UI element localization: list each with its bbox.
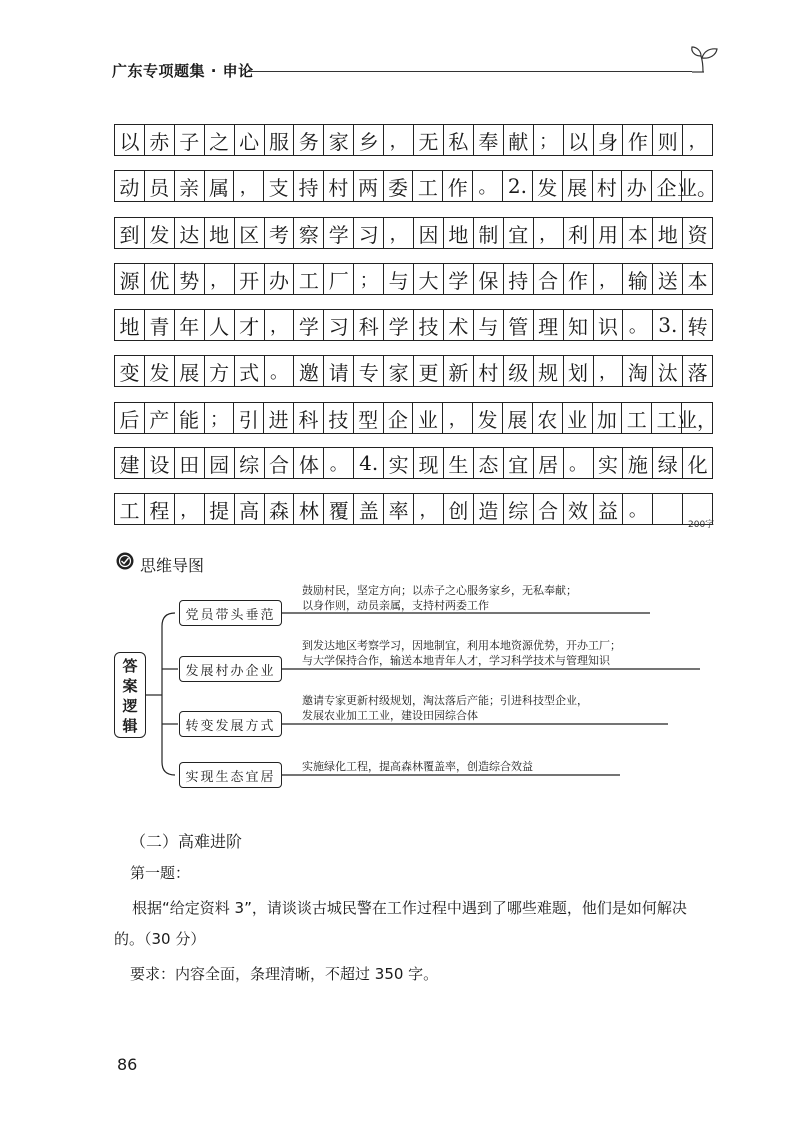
grid-cell: 业 (562, 402, 593, 434)
grid-cell: 型 (353, 402, 384, 434)
grid-cell: 察 (293, 217, 324, 249)
grid-cell: 以 (563, 124, 594, 156)
grid-cell: 作 (622, 124, 653, 156)
grid-cell: 建 (114, 447, 145, 479)
grid-cell: 村 (592, 170, 623, 202)
mindmap-branch-village-enterprise: 发展村办企业 (179, 656, 282, 682)
grid-cell: 落 (682, 355, 713, 387)
grid-cell: ， (233, 170, 264, 202)
question-label: 第一题： (130, 864, 191, 882)
grid-cell: 青 (144, 309, 175, 341)
grid-cell: 展 (502, 402, 533, 434)
grid-cell: 汰 (652, 355, 683, 387)
grid-cell: 。 (563, 447, 594, 479)
grid-cell: 地 (652, 217, 683, 249)
grid-cell: ， (682, 124, 713, 156)
grid-cell: 业 (412, 402, 443, 434)
grid-cell: 区 (234, 217, 265, 249)
root-char: 逻 (122, 697, 138, 715)
grid-cell: 达 (174, 217, 205, 249)
grid-cell: 业， (681, 402, 713, 434)
grid-cell: 身 (593, 124, 624, 156)
grid-cell: 科 (293, 402, 324, 434)
grid-cell: ； (533, 124, 564, 156)
grid-cell: 员 (144, 170, 175, 202)
grid-cell: 。 (622, 309, 653, 341)
grid-cell: 属 (204, 170, 235, 202)
grid-cell: 产 (144, 402, 175, 434)
grid-cell: 覆 (323, 493, 354, 525)
sub-heading: （二）高难进阶 (130, 832, 243, 851)
grid-cell: 制 (473, 217, 504, 249)
grid-cell: 加 (592, 402, 623, 434)
grid-cell: 办 (264, 263, 295, 295)
grid-cell: 子 (174, 124, 205, 156)
grid-cell: 展 (562, 170, 593, 202)
grid-cell: 管 (503, 309, 534, 341)
grid-cell: 工 (621, 402, 652, 434)
grid-cell: 盖 (353, 493, 384, 525)
grid-cell: ； (204, 402, 235, 434)
grid-cell: 邀 (293, 355, 324, 387)
grid-cell: 合 (533, 263, 564, 295)
grid-cell: 地 (204, 217, 235, 249)
grid-cell: 持 (293, 170, 324, 202)
grid-cell: 高 (234, 493, 265, 525)
grid-cell: 变 (114, 355, 145, 387)
grid-cell: 与 (473, 309, 504, 341)
grid-cell: 效 (563, 493, 594, 525)
grid-cell: 业。 (681, 170, 713, 202)
grid-cell: ， (442, 402, 473, 434)
mindmap-branch-transform-mode: 转变发展方式 (179, 711, 282, 737)
grid-cell: 村 (323, 170, 354, 202)
grid-cell: 开 (234, 263, 265, 295)
grid-cell: 农 (532, 402, 563, 434)
grid-cell: 专 (353, 355, 384, 387)
grid-cell: 进 (263, 402, 294, 434)
grid-cell: 园 (204, 447, 235, 479)
grid-cell: 考 (264, 217, 295, 249)
grid-cell: 学 (323, 217, 354, 249)
branch-note: 实施绿化工程，提高森林覆盖率，创造综合效益 (302, 760, 533, 773)
grid-cell: 4. (353, 447, 384, 479)
grid-cell: 之 (204, 124, 235, 156)
grid-cell: 程 (144, 493, 175, 525)
mindmap-branch-ecological-living: 实现生态宜居 (179, 762, 282, 788)
branch-note: 与大学保持合作，输送本地青年人才，学习科学技术与管理知识 (302, 654, 610, 667)
grid-cell: 心 (234, 124, 265, 156)
grid-cell: 优 (144, 263, 175, 295)
branch-note: 邀请专家更新村级规划，淘汰落后产能；引进科技型企业， (302, 694, 588, 707)
grid-cell: 实 (383, 447, 414, 479)
grid-cell: 宜 (503, 217, 534, 249)
grid-cell: 习 (323, 309, 354, 341)
grid-cell: 技 (413, 309, 444, 341)
grid-cell: 委 (383, 170, 414, 202)
grid-cell: 工 (651, 402, 682, 434)
grid-cell: 工 (412, 170, 443, 202)
grid-cell: 工 (114, 493, 145, 525)
grid-cell: 术 (443, 309, 474, 341)
grid-cell: 本 (682, 263, 713, 295)
word-count-label: 200字 (688, 520, 715, 530)
grid-cell: 转 (682, 309, 713, 341)
grid-cell: 识 (593, 309, 624, 341)
grid-cell: 奉 (473, 124, 504, 156)
mindmap-branch-party-leadership: 党员带头垂范 (179, 600, 282, 626)
grid-cell: 势 (174, 263, 205, 295)
grid-cell: ， (264, 309, 295, 341)
grid-cell: 发 (532, 170, 563, 202)
grid-cell: 本 (622, 217, 653, 249)
grid-cell: 动 (114, 170, 145, 202)
grid-cell: 持 (503, 263, 534, 295)
grid-cell: 林 (293, 493, 324, 525)
grid-cell: 综 (234, 447, 265, 479)
grid-cell: 村 (473, 355, 504, 387)
grid-cell: 发 (144, 355, 175, 387)
grid-cell: 利 (563, 217, 594, 249)
grid-cell: 技 (323, 402, 354, 434)
grid-cell: 化 (682, 447, 713, 479)
grid-cell: 综 (503, 493, 534, 525)
grid-cell: 企 (651, 170, 682, 202)
grid-cell: 办 (621, 170, 652, 202)
grid-cell: 设 (144, 447, 175, 479)
section-title: 思维导图 (140, 556, 205, 575)
grid-cell: 。 (472, 170, 503, 202)
root-char: 答 (122, 657, 138, 675)
grid-cell: 以 (114, 124, 145, 156)
grid-cell: ， (204, 263, 235, 295)
grid-cell: 态 (473, 447, 504, 479)
grid-cell: 。 (264, 355, 295, 387)
grid-cell: 学 (443, 263, 474, 295)
grid-cell: 到 (114, 217, 145, 249)
branch-note: 鼓励村民，坚定方向；以赤子之心服务家乡，无私奉献； (302, 584, 577, 597)
grid-cell: 源 (114, 263, 145, 295)
grid-cell: 无 (413, 124, 444, 156)
grid-cell: 资 (682, 217, 713, 249)
grid-cell: ， (593, 355, 624, 387)
grid-cell: 学 (383, 309, 414, 341)
grid-cell: 习 (353, 217, 384, 249)
grid-cell: 式 (234, 355, 265, 387)
grid-cell: 工 (293, 263, 324, 295)
question-requirement: 要求：内容全面，条理清晰，不超过 350 字。 (130, 965, 439, 983)
grid-cell: 保 (473, 263, 504, 295)
grid-cell: 献 (503, 124, 534, 156)
grid-cell: 方 (204, 355, 235, 387)
grid-cell: 田 (174, 447, 205, 479)
grid-cell: 提 (204, 493, 235, 525)
grid-cell: 才 (234, 309, 265, 341)
grid-cell: 。 (323, 447, 354, 479)
grid-cell: 赤 (144, 124, 175, 156)
grid-cell: 率 (383, 493, 414, 525)
grid-cell: 亲 (174, 170, 205, 202)
grid-cell: 造 (473, 493, 504, 525)
grid-cell: 作 (442, 170, 473, 202)
grid-cell: 森 (264, 493, 295, 525)
grid-cell: ， (383, 124, 414, 156)
grid-cell: 绿 (652, 447, 683, 479)
question-body: 根据“给定资料 3”，请谈谈古城民警在工作过程中遇到了哪些难题，他们是如何解决的。（30 分） (114, 899, 687, 948)
grid-cell: 引 (233, 402, 264, 434)
grid-cell: 现 (413, 447, 444, 479)
grid-cell: 因 (413, 217, 444, 249)
grid-cell: 规 (533, 355, 564, 387)
grid-cell: 发 (472, 402, 503, 434)
page-number: 86 (117, 1055, 138, 1074)
grid-cell: 发 (144, 217, 175, 249)
grid-cell: 生 (443, 447, 474, 479)
grid-cell: 创 (443, 493, 474, 525)
grid-cell: 居 (533, 447, 564, 479)
branch-note: 以身作则，动员亲属，支持村两委工作 (302, 599, 489, 612)
grid-cell: 年 (174, 309, 205, 341)
grid-cell: 两 (353, 170, 384, 202)
grid-cell: 理 (533, 309, 564, 341)
grid-cell: 体 (293, 447, 324, 479)
book-title: 广东专项题集 · 申论 (112, 62, 254, 80)
grid-cell: 科 (353, 309, 384, 341)
grid-cell: 知 (563, 309, 594, 341)
grid-cell: 合 (264, 447, 295, 479)
grid-cell: 2. (502, 170, 533, 202)
grid-cell: 企 (383, 402, 414, 434)
grid-cell: ， (413, 493, 444, 525)
grid-cell: 输 (622, 263, 653, 295)
grid-cell: ， (593, 263, 624, 295)
grid-cell: 学 (293, 309, 324, 341)
grid-cell: 请 (323, 355, 354, 387)
grid-cell: 3. (652, 309, 683, 341)
grid-cell: 新 (443, 355, 474, 387)
grid-cell: 大 (413, 263, 444, 295)
grid-cell: 更 (413, 355, 444, 387)
grid-cell: 后 (114, 402, 145, 434)
grid-cell: 则 (652, 124, 683, 156)
root-char: 辑 (122, 717, 138, 735)
grid-cell: 宜 (503, 447, 534, 479)
grid-cell: 划 (563, 355, 594, 387)
grid-cell: 私 (443, 124, 474, 156)
branch-note: 到发达地区考察学习，因地制宜，利用本地资源优势，开办工厂； (302, 639, 621, 652)
grid-cell: 支 (263, 170, 294, 202)
grid-cell: 能 (174, 402, 205, 434)
grid-cell: 合 (533, 493, 564, 525)
grid-cell: 淘 (622, 355, 653, 387)
grid-cell: 级 (503, 355, 534, 387)
grid-cell: 人 (204, 309, 235, 341)
grid-cell: 厂 (323, 263, 354, 295)
grid-cell: 施 (622, 447, 653, 479)
grid-cell: ； (353, 263, 384, 295)
grid-cell: 地 (114, 309, 145, 341)
branch-note: 发展农业加工工业，建设田园综合体 (302, 709, 478, 722)
grid-cell: 家 (323, 124, 354, 156)
grid-cell: 实 (593, 447, 624, 479)
grid-cell: 地 (443, 217, 474, 249)
grid-cell: ， (174, 493, 205, 525)
grid-cell: 乡 (353, 124, 384, 156)
grid-cell: ， (383, 217, 414, 249)
grid-cell: 家 (383, 355, 414, 387)
grid-cell: 益 (593, 493, 624, 525)
grid-cell: 送 (652, 263, 683, 295)
grid-cell: 用 (593, 217, 624, 249)
grid-cell: ， (533, 217, 564, 249)
grid-cell: 作 (563, 263, 594, 295)
grid-cell: 展 (174, 355, 205, 387)
grid-cell: 务 (293, 124, 324, 156)
grid-cell: 服 (264, 124, 295, 156)
root-char: 案 (122, 677, 138, 695)
grid-cell: 。 (622, 493, 653, 525)
grid-cell: 与 (383, 263, 414, 295)
